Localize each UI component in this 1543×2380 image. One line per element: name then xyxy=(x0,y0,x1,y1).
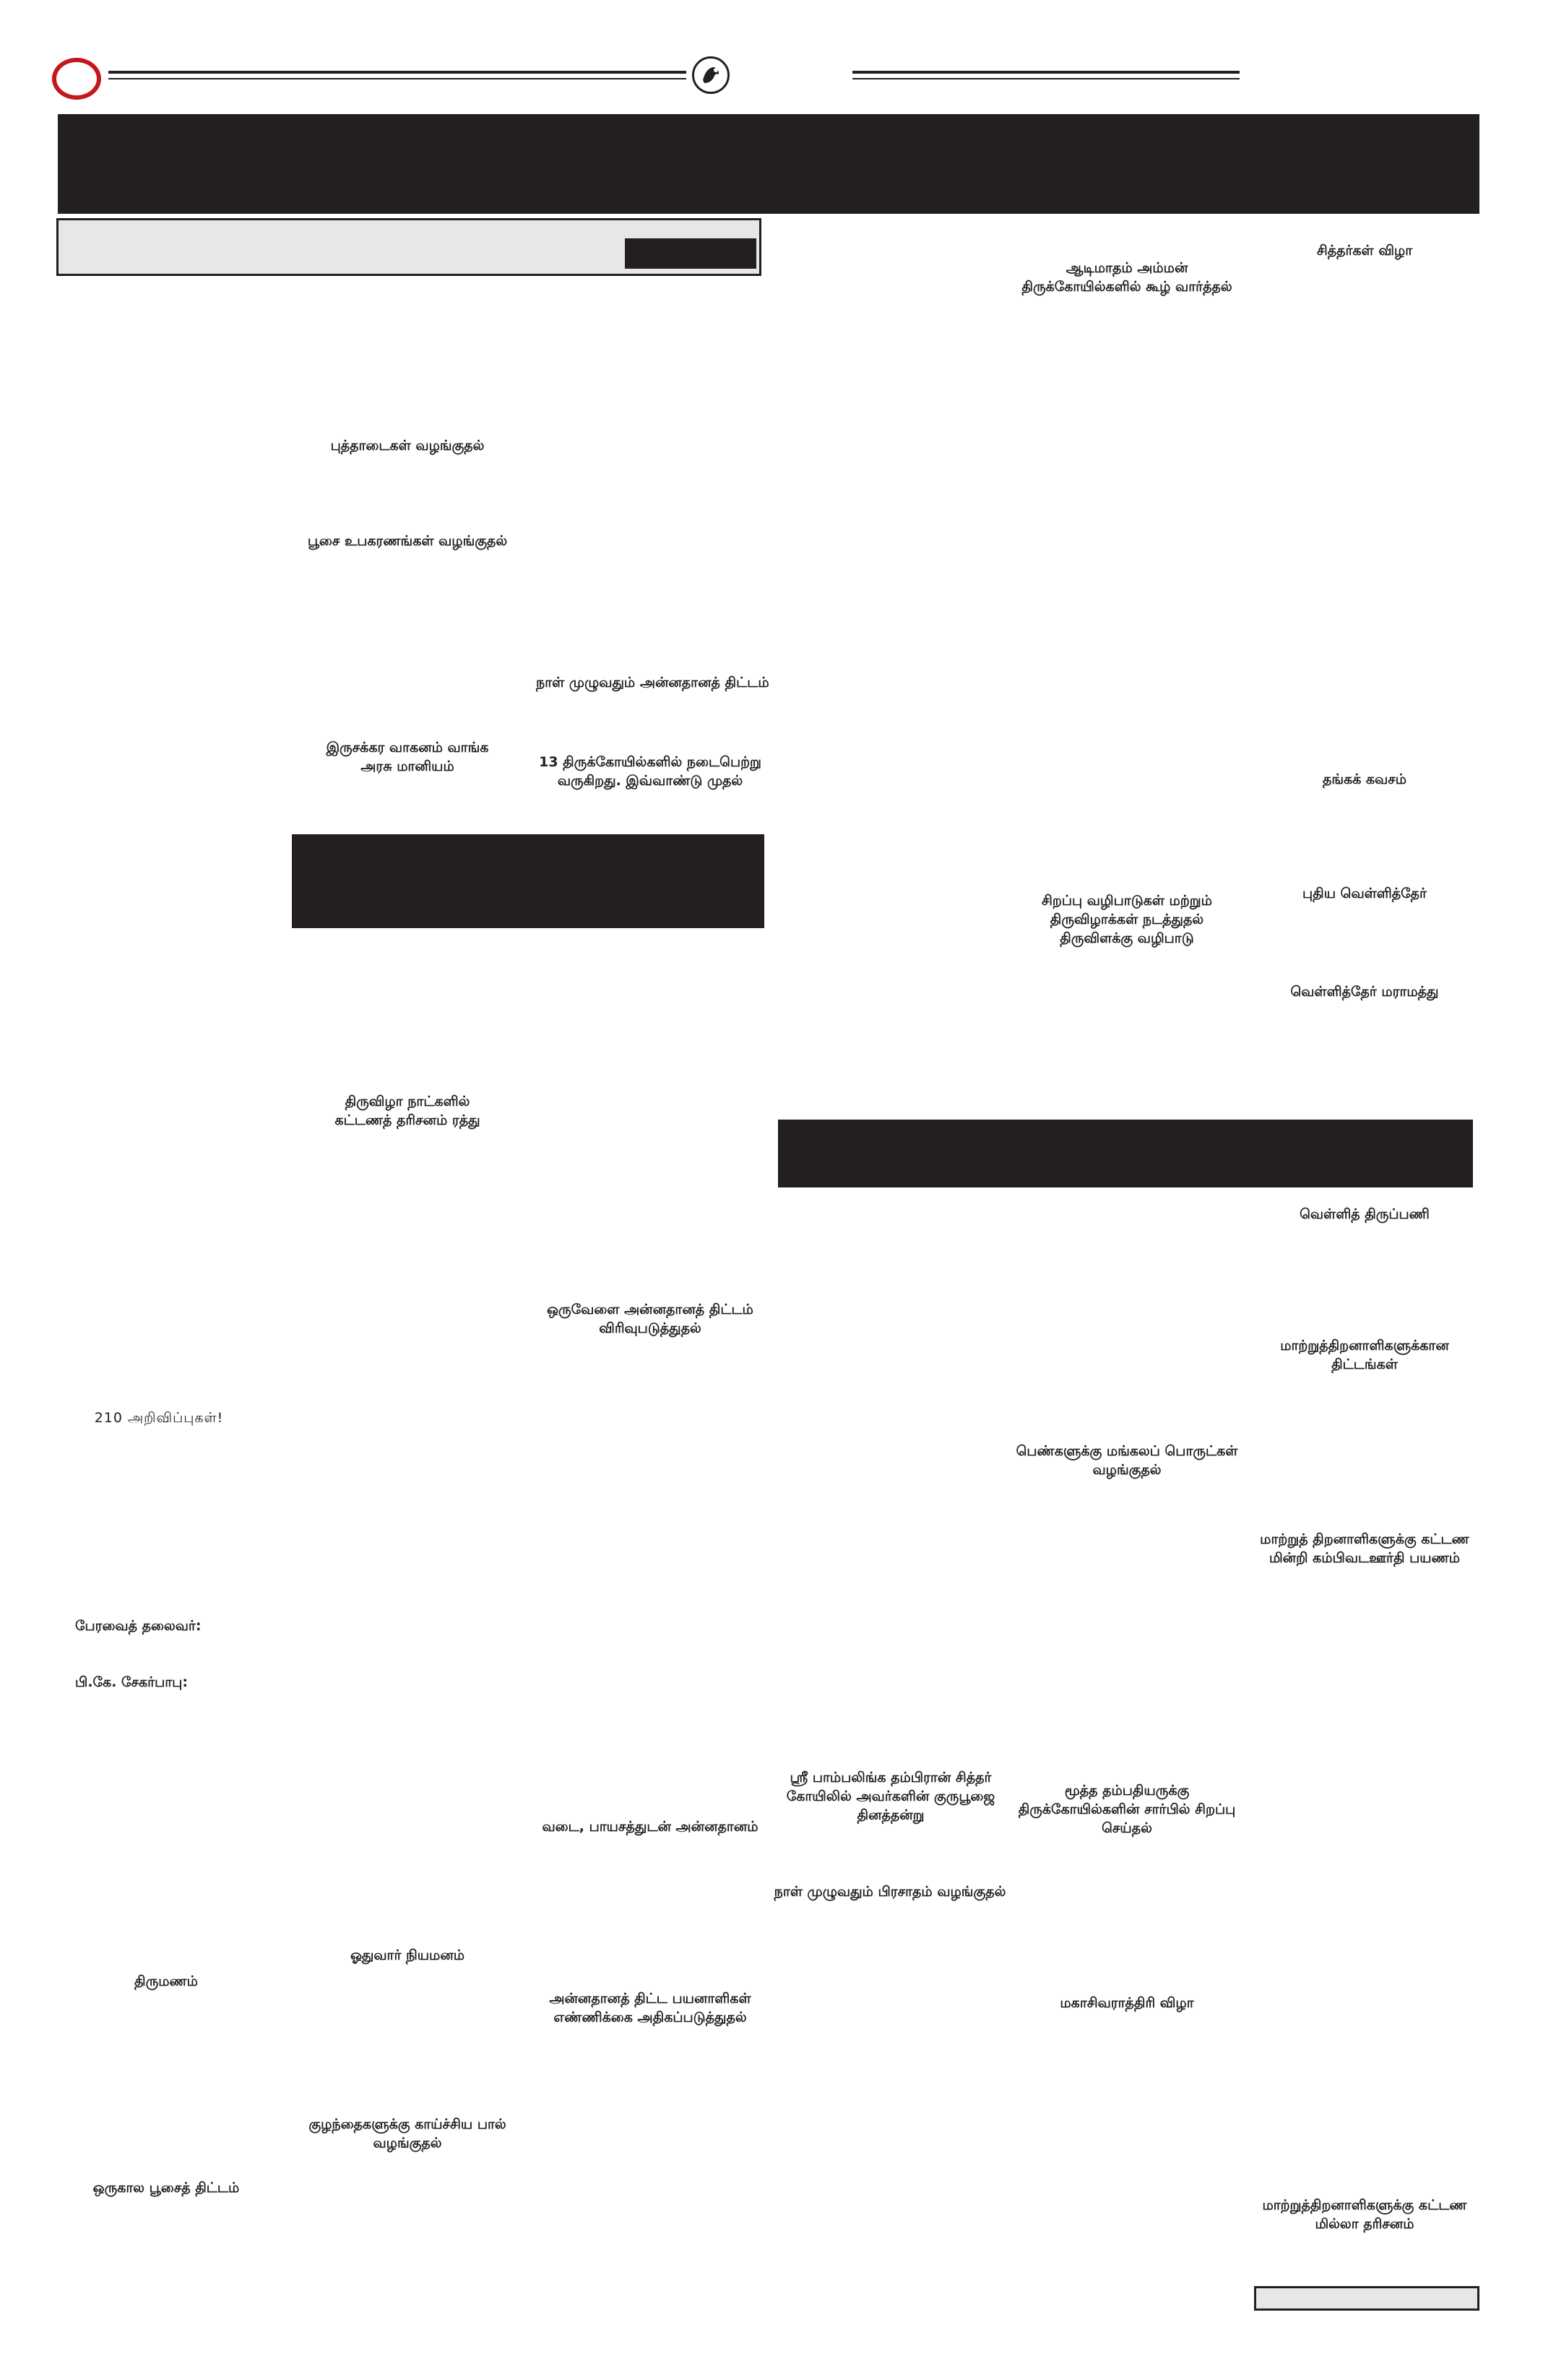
headline-banner xyxy=(58,114,1479,214)
subheading-free-darshan-line2: மில்லா தரிசனம் xyxy=(1315,2216,1414,2232)
subheading-one-meal-line2: விரிவுபடுத்துதல் xyxy=(599,1320,701,1336)
header-rule-right xyxy=(852,71,1240,74)
section-heading-block-right xyxy=(778,1120,1473,1187)
subheading-aadi-line2: திருக்கோயில்களில் கூழ் வார்த்தல் xyxy=(1021,279,1232,295)
subheading-mangala-line2: வழங்குதல் xyxy=(1092,1462,1162,1478)
subheading-mahashivaratri: மகாசிவராத்திரி விழா xyxy=(1060,1995,1194,2011)
subheading-full-day-prasadam: நாள் முழுவதும் பிரசாதம் வழங்குதல் xyxy=(774,1884,1006,1900)
subheading-full-day-annadhanam: நாள் முழுவதும் அன்னதானத் திட்டம் xyxy=(536,675,769,691)
subheading-beneficiary-line2: எண்ணிக்கை அதிகப்படுத்துதல் xyxy=(553,2009,747,2025)
subheading-festival-line1: திருவிழா நாட்களில் xyxy=(345,1094,470,1109)
subheading-oduvar-appointment: ஓதுவார் நியமனம் xyxy=(350,1947,465,1963)
subheading-special-line2: திருவிழாக்கள் நடத்துதல் xyxy=(1050,912,1204,927)
subheading-marriage: திருமணம் xyxy=(134,1973,198,1989)
subheading-pambalinga-line1: ஸ்ரீ பாம்பலிங்க தம்பிரான் சித்தர் xyxy=(790,1770,992,1786)
subheading-elderly-line3: செய்தல் xyxy=(1102,1820,1152,1836)
subheading-two-wheeler-subsidy xyxy=(292,738,523,776)
section-heading-block-left xyxy=(292,834,764,928)
subheading-milk-line2: வழங்குதல் xyxy=(373,2135,442,2151)
subheading-beneficiary-increase xyxy=(536,1989,764,2027)
subheading-aadi-line1: ஆடிமாதம் அம்மன் xyxy=(1066,260,1188,276)
subheading-beneficiary-line1: அன்னதானத் திட்ட பயனாளிகள் xyxy=(549,1991,751,2007)
minister-label: பி.கே. சேகர்பாபு: xyxy=(75,1674,188,1690)
subheading-two-wheeler-line2: அரசு மானியம் xyxy=(360,758,454,774)
subheading-cable-car-free xyxy=(1250,1530,1479,1567)
emblem-icon xyxy=(692,56,730,94)
subheading-disabled-line2: திட்டங்கள் xyxy=(1331,1356,1398,1372)
header-rule-right-thin xyxy=(852,78,1240,79)
speaker-label: பேரவைத் தலைவர்: xyxy=(75,1618,202,1634)
subheading-mangala-line1: பெண்களுக்கு மங்கலப் பொருட்கள் xyxy=(1016,1443,1238,1459)
subheading-aadi-koozh xyxy=(1011,259,1242,296)
subheading-13-temples-line1: 13 திருக்கோயில்களில் நடைபெற்று xyxy=(539,754,761,770)
subheading-special-line1: சிறப்பு வழிபாடுகள் மற்றும் xyxy=(1042,893,1212,909)
emblem-graphic xyxy=(694,59,727,92)
red-circle-logo xyxy=(52,58,101,100)
subheading-one-meal-expansion xyxy=(536,1300,764,1338)
subheading-milk-line1: குழந்தைகளுக்கு காய்ச்சிய பால் xyxy=(308,2116,506,2132)
subheading-free-darshan-line1: மாற்றுத்திறனாளிகளுக்கு கட்டண xyxy=(1262,2197,1467,2213)
subheading-cable-car-line1: மாற்றுத் திறனாளிகளுக்கு கட்டண xyxy=(1260,1531,1469,1547)
header-rule-left-thin xyxy=(108,78,686,79)
subheading-pambalinga-line2: கோயிலில் அவர்களின் குருபூஜை xyxy=(786,1788,995,1804)
subheading-pambalinga-siddhar xyxy=(778,1768,1003,1825)
subheading-vadai-payasam: வடை, பாயசத்துடன் அன்னதானம் xyxy=(542,1819,758,1835)
subheading-boiled-milk xyxy=(292,2115,523,2152)
subheading-cable-car-line2: மின்றி கம்பிவடஊர்தி பயணம் xyxy=(1268,1550,1461,1566)
subheading-disabled-line1: மாற்றுத்திறனாளிகளுக்கான xyxy=(1280,1338,1449,1354)
subheading-new-clothes: புத்தாடைகள் வழங்குதல் xyxy=(330,438,485,454)
announcement-count: 210 அறிவிப்புகள்! xyxy=(94,1410,224,1426)
subheading-elderly-line1: மூத்த தம்பதியருக்கு xyxy=(1064,1783,1190,1799)
subheading-13-temples-line2: வருகிறது. இவ்வாண்டு முதல் xyxy=(557,773,743,789)
subheading-mangala-items xyxy=(1011,1442,1242,1479)
subheading-silver-chariot-repair: வெள்ளித்தேர் மராமத்து xyxy=(1290,984,1439,1000)
subheading-elderly-couples xyxy=(1011,1781,1242,1838)
header-rule-left xyxy=(108,71,686,74)
subheading-festival-fee-cancel xyxy=(292,1092,523,1130)
subheading-elderly-line2: திருக்கோயில்களின் சார்பில் சிறப்பு xyxy=(1018,1801,1236,1817)
subheading-two-wheeler-line1: இருசக்கர வாகனம் வாங்க xyxy=(326,740,489,756)
subheading-silver-renovation: வெள்ளித் திருப்பணி xyxy=(1300,1206,1430,1222)
subheading-festival-line2: கட்டணத் தரிசனம் ரத்து xyxy=(334,1112,480,1128)
subheading-new-silver-chariot: புதிய வெள்ளித்தேர் xyxy=(1302,886,1427,901)
subheading-one-meal-line1: ஒருவேளை அன்னதானத் திட்டம் xyxy=(547,1302,753,1317)
subheading-special-worship xyxy=(1011,891,1242,948)
subheading-puja-items: பூசை உபகரணங்கள் வழங்குதல் xyxy=(307,533,508,549)
subheading-disabled-schemes xyxy=(1250,1336,1479,1374)
footer-box xyxy=(1254,2286,1479,2311)
subheading-siddhar-festival: சித்தர்கள் விழா xyxy=(1316,243,1413,259)
subheading-free-darshan xyxy=(1250,2196,1479,2233)
subheading-one-time-puja: ஒருகால பூசைத் திட்டம் xyxy=(92,2180,240,2196)
subheading-13-temples xyxy=(536,753,764,790)
subheading-pambalinga-line3: தினத்தன்று xyxy=(857,1807,925,1823)
subheadline-tag xyxy=(625,238,756,269)
subheading-special-line3: திருவிளக்கு வழிபாடு xyxy=(1060,930,1194,946)
subheading-gold-armour: தங்கக் கவசம் xyxy=(1322,771,1407,787)
